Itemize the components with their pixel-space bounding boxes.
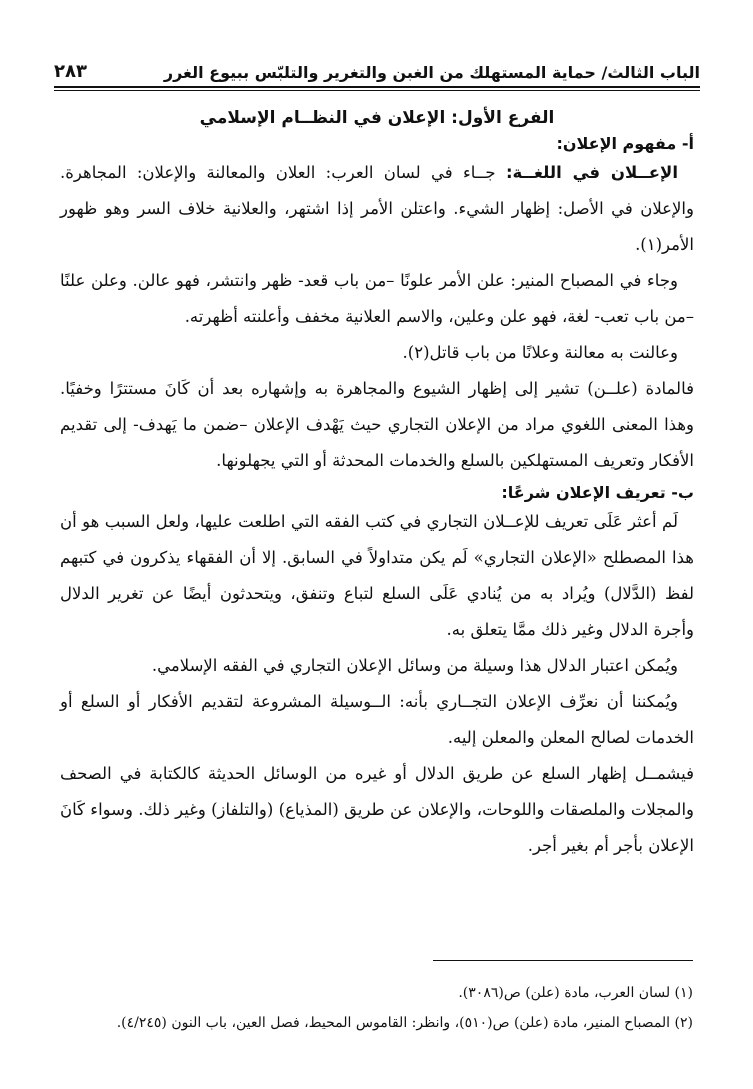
paragraph-misbah: وجاء في المصباح المنير: علن الأمر علونًا –من باب قعد- ظهر وانتشر، فهو عالن. وعلن علنًا –من باب تعب- لغة، فهو علن وعلين، والاسم العلانية مخفف وأعلنته أظهرته. (60, 271, 694, 326)
paragraph-material: فالمادة (علــن) تشير إلى إظهار الشيوع والمجاهرة به وإشهاره بعد أن كَانَ مستترًا وخفيًا. وهذا المعنى اللغوي مراد من الإعلان التجاري حيث يَهْدف الإعلان –ضمن ما يَهدف- إلى تقديم الأفكار وتعريف المستهلكين بالسلع والخدمات المحدثة أو التي يجهلونها. (60, 379, 694, 470)
header-rule (54, 86, 700, 88)
paragraph-muaalana: وعالنت به معالنة وعلانًا من باب قاتل(٢). (402, 343, 678, 362)
header-rule-thin (54, 90, 700, 91)
paragraph-linguistic (60, 155, 694, 263)
paragraph-lead: الإعــلان في اللغــة: (505, 163, 678, 182)
subheading-sharia: ب- تعريف الإعلان شرعًا: (501, 483, 694, 502)
footnotes (59, 978, 693, 1038)
footnote-2: (٢) المصباح المنير، مادة (علن) ص(٥١٠)، وانظر: القاموس المحيط، فصل العين، باب النون (٤/٢٤٥). (116, 1015, 693, 1031)
page-body (60, 100, 694, 864)
running-header (54, 52, 700, 82)
paragraph-definition-proposed: ويُمكننا أن نعرِّف الإعلان التجــاري بأنه: الــوسيلة المشروعة لتقديم الأفكار أو السلع أو الخدمات لصالح المعلن والمعلن إليه. (60, 692, 694, 747)
subheading-concept: أ- مفهوم الإعلان: (556, 134, 694, 153)
paragraph-definition: لَم أعثر عَلَى تعريف للإعــلان التجاري في كتب الفقه التي اطلعت عليها، ولعل السبب هو أن هذا المصطلح «الإعلان التجاري» لَم يكن متداولاً في السابق. إلا أن الفقهاء يذكرون في كتبهم لفظ (الدَّلال) ويُراد به من يُنادي عَلَى السلع لتباع وتنفق، ويتحدثون أيضًا عن تغرير الدلال وأجرة الدلال وغير ذلك ممَّا يتعلق به. (60, 512, 694, 639)
page-number: ٢٨٣ (54, 61, 87, 82)
footnote-1: (١) لسان العرب، مادة (علن) ص(٣٠٨٦). (458, 985, 693, 1001)
paragraph-scope: فيشمــل إظهار السلع عن طريق الدلال أو غيره من الوسائل الحديثة كالكتابة في الصحف والمجلات والملصقات واللوحات، والإعلان عن طريق (المذياع) (والتلفاز) وغير ذلك. وسواء كَانَ الإعلان بأجر أم بغير أجر. (60, 764, 694, 855)
chapter-title: الباب الثالث/ حماية المستهلك من الغبن والتغرير والتلبّس ببيوع الغرر (163, 63, 700, 82)
paragraph-dallal: ويُمكن اعتبار الدلال هذا وسيلة من وسائل الإعلان التجاري في الفقه الإسلامي. (151, 656, 678, 675)
section-title: الفرع الأول: الإعلان في النظــام الإسلامي (199, 108, 555, 128)
footnote-rule (433, 960, 693, 961)
paragraph-text: جــاء في لسان العرب: العلان والمعالنة والإعلان: المجاهرة. والإعلان في الأصل: إظهار الشيء. واعتلن الأمر إذا اشتهر، والعلانية خلاف السر وهو ظهور الأمر(١). (60, 163, 694, 254)
